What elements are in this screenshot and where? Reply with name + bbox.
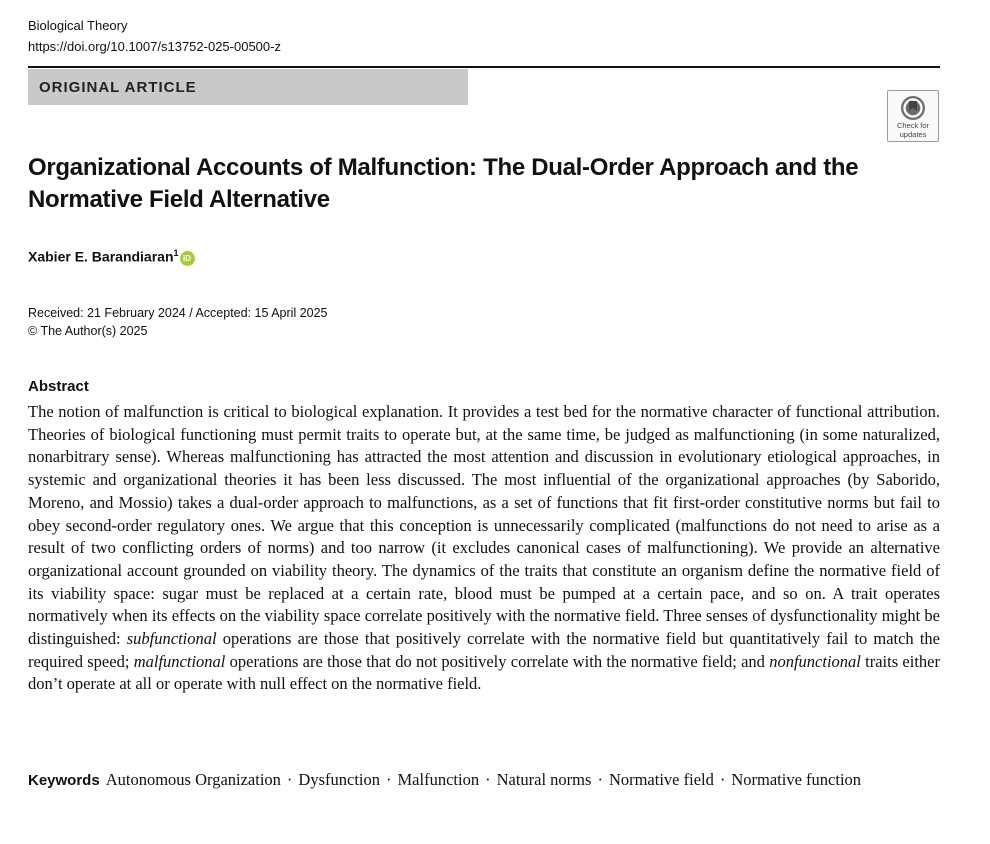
article-title: Organizational Accounts of Malfunction: The Dual-Order Approach and the Normative Field Alternative <box>28 154 859 213</box>
received-accepted-dates: Received: 21 February 2024 / Accepted: 15 April 2025 <box>28 306 328 320</box>
abstract-text-3: operations are those that do not positively correlate with the normative field; and <box>225 651 770 671</box>
keywords <box>28 768 908 792</box>
check-for-updates-icon <box>900 95 926 121</box>
keyword-separator: · <box>386 770 392 789</box>
abstract-text-2: operations are those that positively correlate with the normative field but quantitatively fail to match the required speed; <box>28 629 940 671</box>
article-type-label: ORIGINAL ARTICLE <box>39 79 197 96</box>
doi-link[interactable]: https://doi.org/10.1007/s13752-025-00500-z <box>28 39 281 54</box>
abstract-body <box>28 401 940 696</box>
keyword-separator: · <box>286 770 293 789</box>
check-for-updates-line1: Check for <box>896 121 930 130</box>
author-line <box>28 248 195 266</box>
article-type-bar <box>28 69 468 105</box>
keywords-label: Keywords <box>28 772 100 789</box>
orcid-icon[interactable]: iD <box>180 251 195 266</box>
keyword-separator: · <box>719 770 726 789</box>
keyword: Malfunction <box>397 770 480 789</box>
abstract-text-4: traits either don’t operate at all or operate with null effect on the normative field. <box>28 651 940 694</box>
keyword: Autonomous Organization <box>105 770 281 789</box>
term-malfunctional: malfunctional <box>133 651 226 671</box>
author-name: Xabier E. Barandiaran <box>28 248 174 265</box>
keyword: Normative function <box>731 770 862 789</box>
check-for-updates-button[interactable] <box>887 90 939 142</box>
keyword: Natural norms <box>496 770 592 789</box>
affiliation-mark: 1 <box>173 248 179 258</box>
keyword-separator: · <box>485 770 491 789</box>
keyword-separator: · <box>597 770 603 789</box>
copyright-line: © The Author(s) 2025 <box>28 324 148 338</box>
abstract-heading: Abstract <box>28 378 89 395</box>
keyword: Dysfunction <box>298 770 380 789</box>
keyword: Normative field <box>608 770 714 789</box>
journal-name: Biological Theory <box>28 18 128 33</box>
term-nonfunctional: nonfunctional <box>769 651 861 671</box>
abstract-text-1: The notion of malfunction is critical to biological explanation. It provides a test bed for the normative character of functional attribution. Theories of biological functioning must permit traits to operate but, at the same time, be judged as malfunctioning (in some naturalized, nonarbitrary sense). Whereas malfunctioning has attracted the most attention and discussion in evolutionary etiological approaches, in systemic and organizational theories it has been less discussed. The most influential of the organizational approaches (by Saborido, Moreno, and Mossio) takes a dual-order approach to malfunctions, as a set of functions that fit first-order constitutive norms but fail to obey second-order regulatory ones. We argue that this conception is unnecessarily complicated (malfunctions do not need to arise as a result of two conflicting orders of norms) and too narrow (it excludes canonical cases of malfunctioning). We provide an alternative organizational account grounded on viability theory. The dynamics of the traits that constitute an organism define the normative field of its viability space: sugar must be replaced at a certain rate, blood must be pumped at a certain pace, and so on. A trait operates normatively when its effects on the viability space correlate positively with the normative field. Three senses of dysfunctionality might be distinguished: <box>28 402 940 649</box>
term-subfunctional: subfunctional <box>126 629 217 649</box>
header-rule <box>28 66 940 68</box>
check-for-updates-line2: updates <box>899 130 927 139</box>
